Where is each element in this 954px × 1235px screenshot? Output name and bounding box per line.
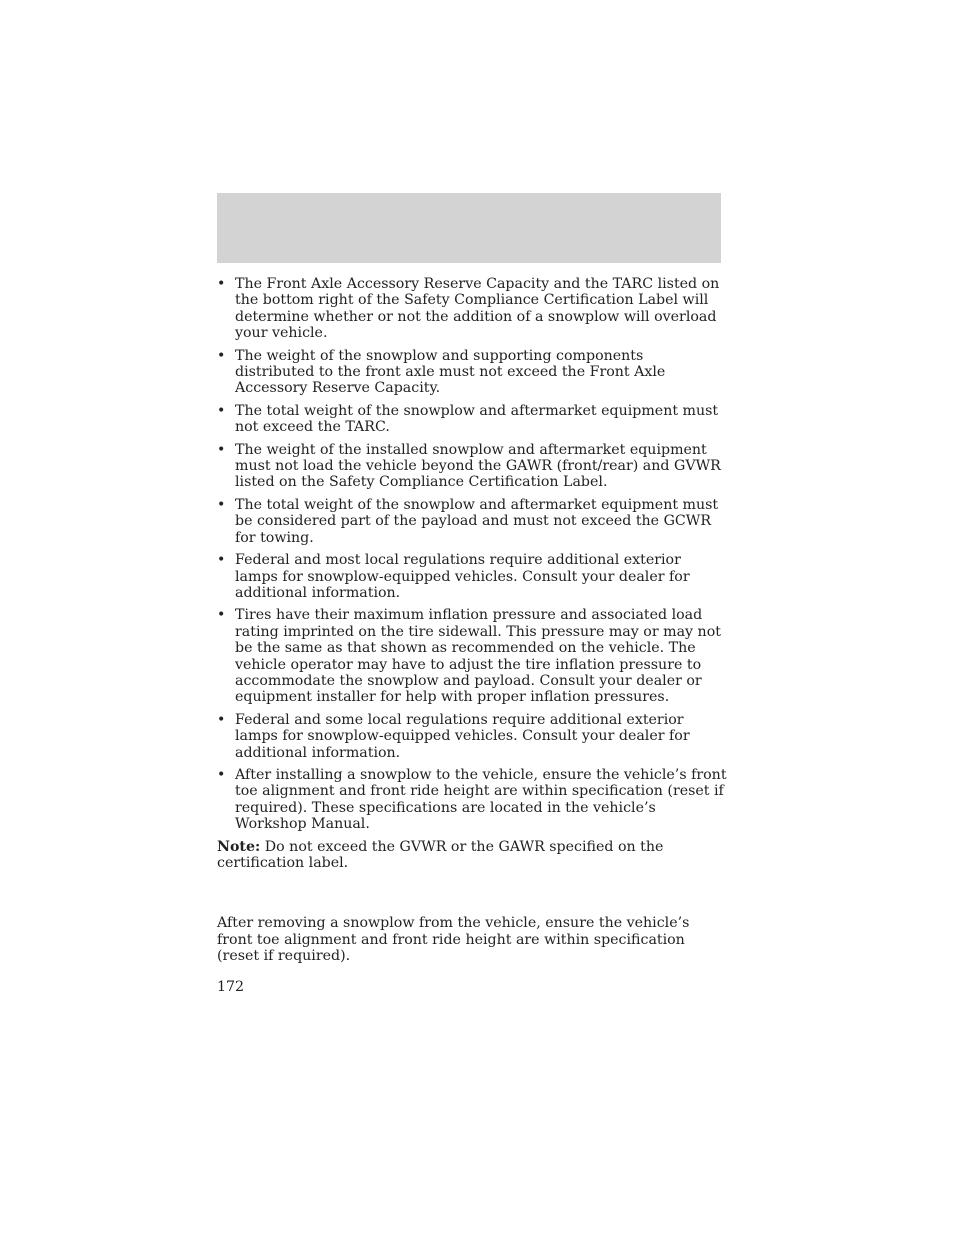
snowplow-requirements-list <box>217 276 727 833</box>
list-item <box>217 276 727 342</box>
section-header-band <box>217 193 721 263</box>
bullet-icon: • <box>217 766 226 783</box>
bullet-icon: • <box>217 276 226 292</box>
bullet-icon: • <box>217 347 226 364</box>
bullet-icon: • <box>217 496 226 513</box>
list-item-text: After installing a snowplow to the vehicle, ensure the vehicle’s front toe alignment and front ride height are within specification (reset if required). These specifications are located in the vehicle’s Workshop Manual. <box>235 766 727 833</box>
list-item-text: The Front Axle Accessory Reserve Capacity and the TARC listed on the bottom right of the Safety Compliance Certification Label will determine whether or not the addition of a snowplow will overload your vehicle. <box>235 276 720 342</box>
note-text: Do not exceed the GVWR or the GAWR specified on the certification label. <box>217 838 664 871</box>
bullet-icon: • <box>217 441 226 458</box>
page-content <box>217 276 727 995</box>
bullet-icon: • <box>217 552 226 569</box>
list-item <box>217 403 727 436</box>
list-item <box>217 442 727 491</box>
after-removal-paragraph: After removing a snowplow from the vehicle, ensure the vehicle’s front toe alignment and front ride height are within specification (reset if required). <box>217 915 690 965</box>
list-item-text: The total weight of the snowplow and aftermarket equipment must be considered part of the payload and must not exceed the GCWR for towing. <box>235 496 719 546</box>
list-item-text: The total weight of the snowplow and aftermarket equipment must not exceed the TARC. <box>235 402 719 436</box>
note-paragraph <box>217 839 727 872</box>
list-item-text: Federal and most local regulations require additional exterior lamps for snowplow-equipped vehicles. Consult your dealer for additional information. <box>235 552 690 601</box>
list-item-text: Tires have their maximum inflation pressure and associated load rating imprinted on the tire sidewall. This pressure may or may not be the same as that shown as recommended on the vehicle. The vehicle operator may have to adjust the tire inflation pressure to accommodate the snowplow and payload. Consult your dealer or equipment installer for help with proper inflation pressures. <box>235 607 721 706</box>
page-number: 172 <box>217 978 245 995</box>
bullet-icon: • <box>217 402 226 419</box>
list-item <box>217 767 727 833</box>
list-item-text: The weight of the installed snowplow and aftermarket equipment must not load the vehicle beyond the GAWR (front/rear) and GVWR listed on the Safety Compliance Certification Label. <box>235 441 721 491</box>
list-item <box>217 497 727 546</box>
note-label: Note: <box>217 838 261 855</box>
list-item-text: Federal and some local regulations require additional exterior lamps for snowplow-equipped vehicles. Consult your dealer for additional information. <box>235 711 690 761</box>
list-item <box>217 712 727 761</box>
list-item <box>217 607 727 705</box>
list-item-text: The weight of the snowplow and supporting components distributed to the front axle must not exceed the Front Axle Accessory Reserve Capacity. <box>235 347 666 397</box>
bullet-icon: • <box>217 607 226 624</box>
bullet-icon: • <box>217 711 226 728</box>
list-item <box>217 552 727 601</box>
list-item <box>217 348 727 397</box>
